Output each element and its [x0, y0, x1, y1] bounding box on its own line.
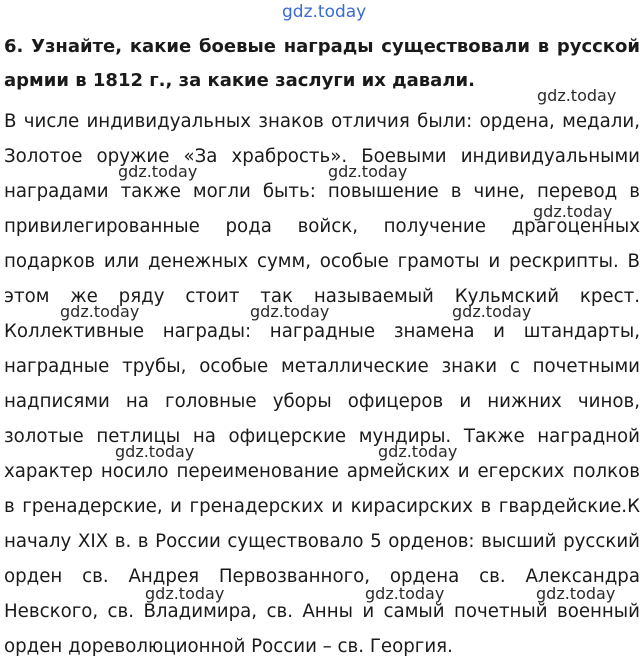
watermark: gdz.today — [60, 302, 140, 321]
question-heading: 6. Узнайте, какие боевые награды существовали в русской армии в 1812 г., за какие заслуги их давали. — [4, 36, 640, 91]
watermark: gdz.today — [145, 584, 225, 603]
watermark: gdz.today — [328, 162, 408, 181]
answer-text: В числе индивидуальных знаков отличия были: ордена, медали, Золотое оружие «За храбрость». Боевыми индивидуальными наградами также могли быть: повышение в чине, перевод в привилегированные рода войск, получение драгоценных подарков или денежных сумм, особые грамоты и рескрипты. В этом же ряду стоит так называемый Кульмский крест. Коллективные награды: наградные знамена и штандарты, наградные трубы, особые металлические знаки с почетными надписями на головные уборы офицеров и нижних чинов, золотые петлицы на офицерские мундиры. Также наградной характер носило переименование армейских и егерских полков в гренадерские, и гренадерских и кирасирских в гвардейские.К началу XIX в. в России существовало 5 орденов: высший русский орден св. Андрея Первозванного, ордена св. Александра Невского, св. Владимира, св. Анны и самый почетный военный орден дореволюционной России – св. Георгия. — [4, 111, 640, 657]
watermark: gdz.today — [365, 584, 445, 603]
watermark-top: gdz.today — [282, 2, 367, 22]
watermark: gdz.today — [115, 442, 195, 461]
watermark: gdz.today — [250, 302, 330, 321]
watermark: gdz.today — [533, 202, 613, 221]
watermark: gdz.today — [536, 584, 616, 603]
watermark: gdz.today — [118, 162, 198, 181]
watermark: gdz.today — [452, 302, 532, 321]
watermark: gdz.today — [378, 442, 458, 461]
watermark: gdz.today — [537, 86, 617, 105]
